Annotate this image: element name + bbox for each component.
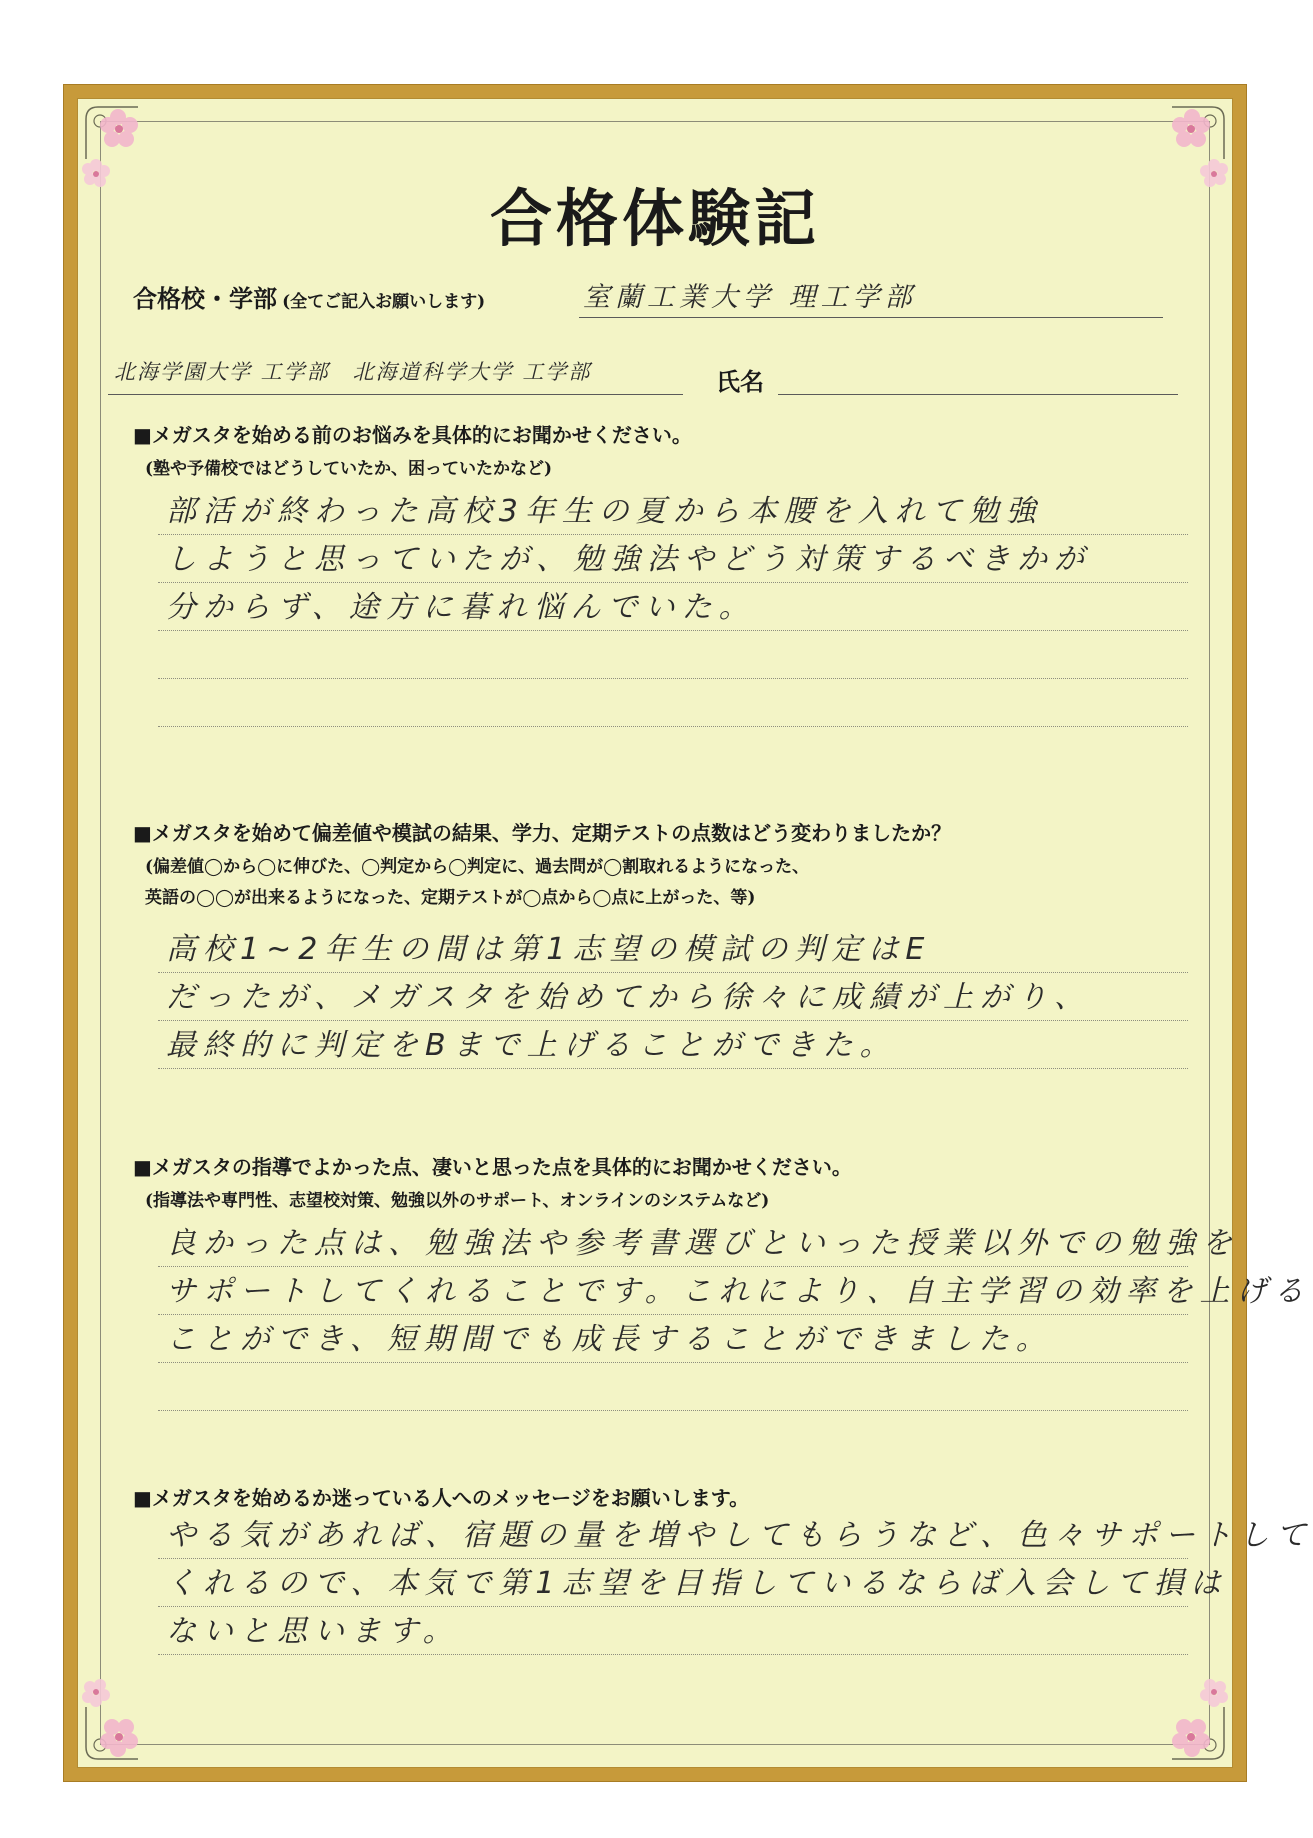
name-field[interactable] [778,352,1178,395]
document-title: 合格体験記 [489,182,820,255]
question-2 [133,817,951,908]
question-hint: 英語の◯◯が出来るようになった、定期テストが◯点から◯点に上がった、等) [145,888,756,908]
question-text: ■メガスタの指導でよかった点、凄いと思った点を具体的にお聞かせください。 [133,1155,852,1179]
school-field-1[interactable] [579,273,1163,318]
answer-line: 良かった点は、勉強法や参考書選びといった授業以外での勉強を [166,1226,1239,1261]
answer-line: ないと思います。 [166,1614,460,1649]
question-hint: (指導法や専門性、志望校対策、勉強以外のサポート、オンラインのシステムなど) [145,1191,770,1211]
question-hint: (偏差値◯から◯に伸びた、◯判定から◯判定に、過去問が◯割取れるようになった、 [145,857,810,877]
answer-line: 分からず、途方に暮れ悩んでいた。 [166,590,756,625]
certificate-frame [63,84,1313,1782]
question-hint: (塾や予備校ではどうしていたか、困っていたかなど) [145,459,553,479]
school-note: (全てご記入お願いします) [282,292,486,312]
answer-3[interactable] [158,1219,1311,1411]
answer-line: くれるので、本気で第1志望を目指しているならば入会して損は [166,1566,1228,1601]
school-value-1: 室蘭工業大学 理工学部 [583,282,917,313]
answer-4[interactable] [158,1511,1313,1655]
answer-line: しようと思っていたが、勉強法やどう対策するべきかが [166,542,1091,577]
answer-line: 部活が終わった高校3年生の夏から本腰を入れて勉強 [166,494,1043,529]
question-text: ■メガスタを始めるか迷っている人へのメッセージをお願いします。 [133,1486,750,1510]
school-value-2: 北海学園大学 工学部 北海道科学大学 工学部 [114,360,592,384]
school-label: 合格校・学部 [133,284,277,313]
answer-line: だったが、メガスタを始めてから徐々に成績が上がり、 [166,980,1091,1015]
corner-sakura-decoration [78,1647,198,1767]
question-text: ■メガスタを始めて偏差値や模試の結果、学力、定期テストの点数はどう変わりましたか？ [133,821,952,845]
answer-line: サポートしてくれることです。これにより、自主学習の効率を上げる [166,1274,1311,1309]
school-field-2[interactable] [108,352,683,395]
question-3 [133,1151,852,1211]
answer-1[interactable] [158,487,1188,727]
name-label: 氏名 [716,367,764,396]
answer-line: やる気があれば、宿題の量を増やしてもらうなど、色々サポートして [166,1518,1313,1553]
answer-line: ことができ、短期間でも成長することができました。 [166,1322,1053,1357]
answer-line: 最終的に判定をBまで上げることができた。 [166,1028,897,1063]
question-4 [133,1482,749,1511]
question-text: ■メガスタを始める前のお悩みを具体的にお聞かせください。 [133,423,692,447]
answer-line: 高校1~2年生の間は第1志望の模試の判定はE [166,932,932,967]
paper [77,98,1313,1768]
question-1 [133,419,692,479]
answer-2[interactable] [158,925,1188,1069]
corner-sakura-decoration [1112,1647,1232,1767]
school-row-2 [108,352,1208,396]
school-row-1 [133,279,1193,319]
